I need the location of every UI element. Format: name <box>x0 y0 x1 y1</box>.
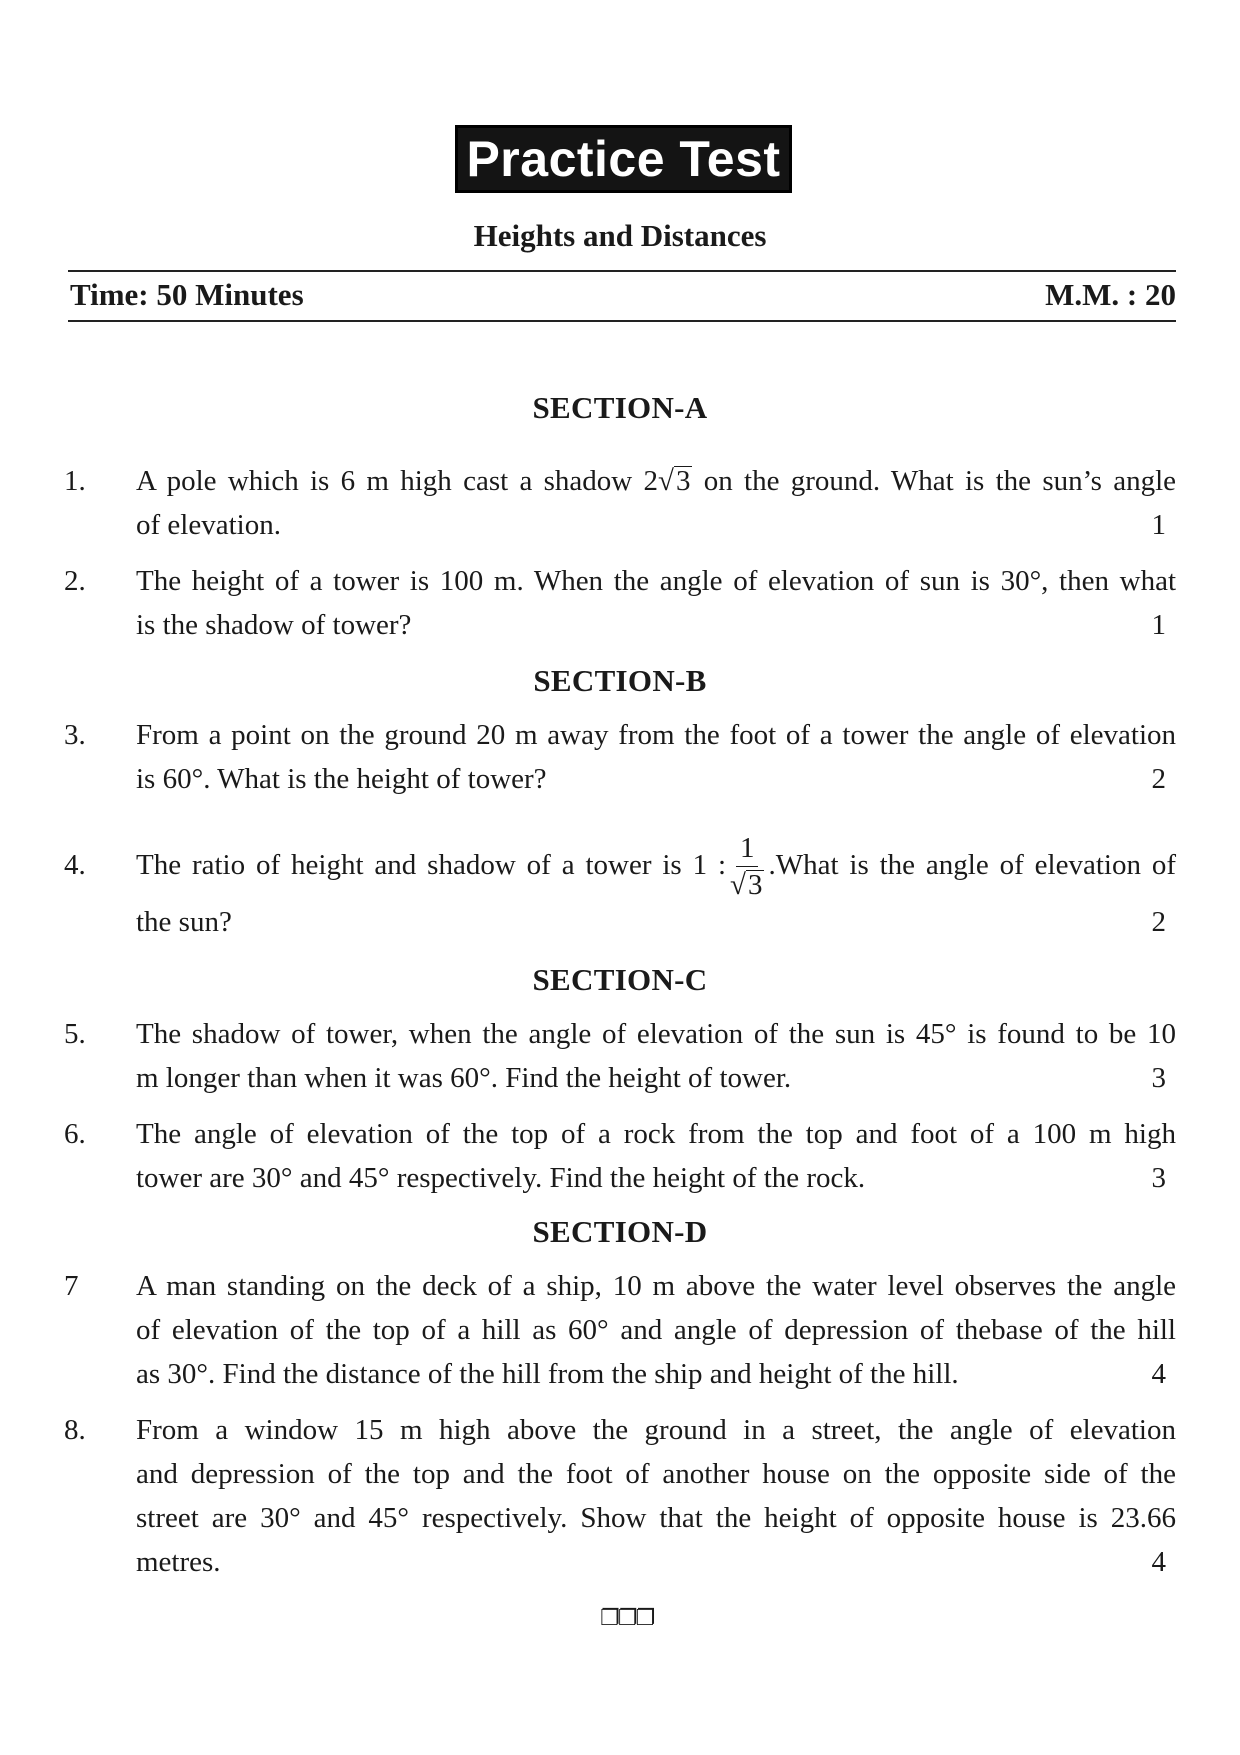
question-number: 7 <box>64 1270 79 1302</box>
question-3 <box>60 713 1176 801</box>
marks: 4 <box>1151 1358 1166 1390</box>
question-4 <box>60 833 1176 944</box>
marks: 3 <box>1151 1162 1166 1194</box>
question-number: 1. <box>64 465 86 497</box>
section-d-heading: SECTION-D <box>532 1214 708 1249</box>
question-line: metres. <box>136 1546 221 1578</box>
marks: 2 <box>1151 763 1166 795</box>
question-2 <box>60 559 1176 647</box>
top-rule <box>68 270 1176 272</box>
question-number: 2. <box>64 565 86 597</box>
question-line: the sun? <box>136 906 232 939</box>
section-a-heading: SECTION-A <box>532 390 708 425</box>
page-title: Practice Test <box>466 131 781 187</box>
question-line: The height of a tower is 100 m. When the angle of elevation of sun is 30°, then what <box>136 565 1176 597</box>
question-number: 3. <box>64 719 86 751</box>
question-line: A man standing on the deck of a ship, 10 m above the water level observes the angle <box>136 1270 1176 1302</box>
question-line: street are 30° and 45° respectively. Show that the height of opposite house is 23.66 <box>136 1502 1176 1534</box>
marks: 1 <box>1151 609 1166 641</box>
ratio-fraction: $\frac{1}{√3}$ <box>730 832 763 902</box>
question-line: of elevation of the top of a hill as 60° and angle of depression of thebase of the hill <box>136 1314 1176 1346</box>
question-1 <box>60 459 1176 547</box>
question-line: tower are 30° and 45° respectively. Find the height of the rock. <box>136 1162 866 1194</box>
question-5 <box>60 1012 1176 1100</box>
shadow-value: 2√3 <box>643 465 691 497</box>
question-7 <box>60 1264 1176 1396</box>
bottom-rule <box>68 320 1176 322</box>
question-8 <box>60 1408 1176 1584</box>
question-line: The angle of elevation of the top of a rock from the top and foot of a 100 m high <box>136 1118 1176 1150</box>
question-line: is 60°. What is the height of tower? <box>136 763 547 795</box>
question-6 <box>60 1112 1176 1200</box>
question-number: 6. <box>64 1118 86 1150</box>
question-line: as 30°. Find the distance of the hill from the ship and height of the hill. <box>136 1358 959 1390</box>
question-line: of elevation. <box>136 509 281 541</box>
question-line: A pole which is 6 m high cast a shadow 2√3 on the ground. What is the sun’s angle <box>136 465 1177 497</box>
question-line: From a point on the ground 20 m away from the foot of a tower the angle of elevation <box>136 719 1176 751</box>
question-line: and depression of the top and the foot of another house on the opposite side of the <box>136 1458 1176 1490</box>
end-of-page-mark: ❐❐❐ <box>600 1606 654 1631</box>
max-marks-label: M.M. : 20 <box>1045 277 1176 312</box>
section-c-heading: SECTION-C <box>532 962 708 997</box>
question-number: 4. <box>64 849 86 881</box>
question-line: The ratio of height and shadow of a tower is 1 : $\frac{1}{√3}$ .What is the angle of elevation of <box>136 832 1176 902</box>
title-box <box>455 125 792 193</box>
question-number: 5. <box>64 1018 86 1050</box>
section-b-heading: SECTION-B <box>533 663 707 698</box>
marks: 2 <box>1151 906 1166 939</box>
question-number: 8. <box>64 1414 86 1446</box>
marks: 4 <box>1151 1546 1166 1578</box>
question-line: From a window 15 m high above the ground in a street, the angle of elevation <box>136 1414 1176 1446</box>
page-subtitle: Heights and Distances <box>473 218 767 253</box>
question-line: m longer than when it was 60°. Find the height of tower. <box>136 1062 792 1094</box>
marks: 3 <box>1151 1062 1166 1094</box>
question-line: The shadow of tower, when the angle of elevation of the sun is 45° is found to be 10 <box>136 1018 1176 1050</box>
question-line: is the shadow of tower? <box>136 609 412 641</box>
marks: 1 <box>1151 509 1166 541</box>
time-label: Time: 50 Minutes <box>70 277 304 312</box>
